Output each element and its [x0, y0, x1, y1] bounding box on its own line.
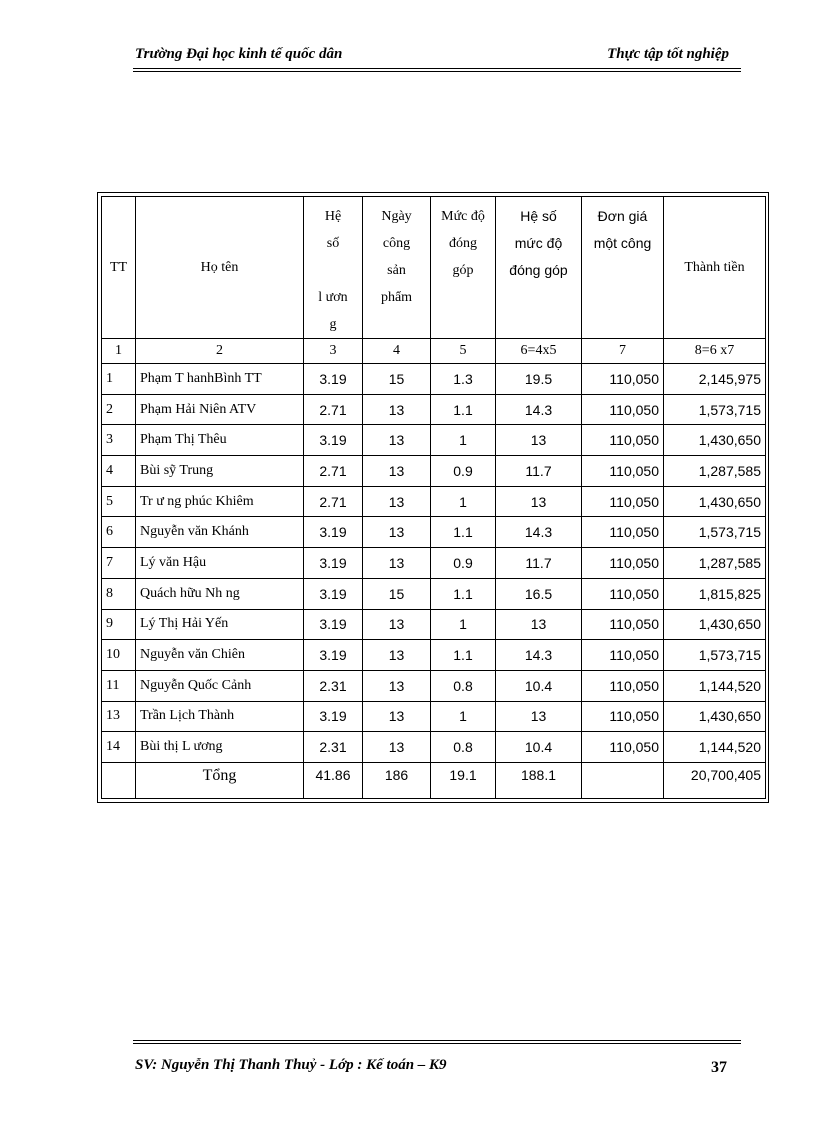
- salary-table: [101, 196, 766, 799]
- row-name: Trần Lịch Thành: [136, 701, 304, 732]
- table-row: [102, 486, 766, 517]
- index-cell: 7: [582, 339, 664, 364]
- row-tt: 9: [102, 609, 136, 640]
- row-thanhtien: 1,144,520: [664, 670, 766, 701]
- row-heso: 3.19: [304, 548, 363, 579]
- row-hesomuc: 19.5: [496, 364, 582, 395]
- total-heso: 41.86: [304, 763, 363, 799]
- row-dongia: 110,050: [582, 456, 664, 487]
- row-mucdo: 0.9: [431, 456, 496, 487]
- table-row: [102, 394, 766, 425]
- row-mucdo: 1: [431, 701, 496, 732]
- footer-student: SV: Nguyễn Thị Thanh Thuỷ - Lớp : Kế toán – K9: [135, 1057, 447, 1073]
- header-rule-2: [133, 71, 741, 72]
- row-ngay: 13: [363, 517, 431, 548]
- row-thanhtien: 1,287,585: [664, 548, 766, 579]
- col-header-ngay: Ngày công sản phẩm: [363, 197, 431, 339]
- footer-rule: [133, 1040, 741, 1041]
- row-tt: 8: [102, 578, 136, 609]
- row-mucdo: 1: [431, 486, 496, 517]
- table-row: [102, 578, 766, 609]
- total-mucdo: 19.1: [431, 763, 496, 799]
- row-dongia: 110,050: [582, 548, 664, 579]
- table-row: [102, 548, 766, 579]
- row-name: Nguyễn văn Chiên: [136, 640, 304, 671]
- table-row: [102, 609, 766, 640]
- row-tt: 3: [102, 425, 136, 456]
- index-cell: 5: [431, 339, 496, 364]
- row-thanhtien: 1,430,650: [664, 425, 766, 456]
- row-ngay: 13: [363, 701, 431, 732]
- row-mucdo: 1.1: [431, 640, 496, 671]
- row-thanhtien: 1,144,520: [664, 732, 766, 763]
- index-cell: 4: [363, 339, 431, 364]
- row-dongia: 110,050: [582, 364, 664, 395]
- row-name: Lý Thị Hải Yến: [136, 609, 304, 640]
- row-name: Nguyễn văn Khánh: [136, 517, 304, 548]
- page-footer: [135, 1057, 735, 1079]
- row-tt: 7: [102, 548, 136, 579]
- col-header-dongia: Đơn giá một công: [582, 197, 664, 339]
- page-number: 37: [711, 1059, 727, 1076]
- index-cell: 6=4x5: [496, 339, 582, 364]
- table-row: [102, 640, 766, 671]
- row-dongia: 110,050: [582, 486, 664, 517]
- row-ngay: 13: [363, 548, 431, 579]
- row-ngay: 13: [363, 609, 431, 640]
- header-title: Thực tập tốt nghiệp: [607, 46, 729, 62]
- row-tt: 5: [102, 486, 136, 517]
- row-dongia: 110,050: [582, 578, 664, 609]
- row-dongia: 110,050: [582, 517, 664, 548]
- row-tt: 1: [102, 364, 136, 395]
- row-thanhtien: 2,145,975: [664, 364, 766, 395]
- row-thanhtien: 1,573,715: [664, 640, 766, 671]
- row-name: Phạm Thị Thêu: [136, 425, 304, 456]
- row-name: Quách hữu Nh ng: [136, 578, 304, 609]
- page-header: [135, 46, 741, 66]
- row-heso: 3.19: [304, 578, 363, 609]
- row-thanhtien: 1,287,585: [664, 456, 766, 487]
- row-heso: 2.31: [304, 670, 363, 701]
- row-dongia: 110,050: [582, 732, 664, 763]
- row-mucdo: 1: [431, 609, 496, 640]
- table-row: [102, 456, 766, 487]
- row-ngay: 15: [363, 578, 431, 609]
- row-dongia: 110,050: [582, 609, 664, 640]
- index-cell: 1: [102, 339, 136, 364]
- table-row: [102, 670, 766, 701]
- row-hesomuc: 11.7: [496, 456, 582, 487]
- row-tt: 6: [102, 517, 136, 548]
- row-mucdo: 0.8: [431, 670, 496, 701]
- total-tt: [102, 763, 136, 799]
- row-mucdo: 0.9: [431, 548, 496, 579]
- row-name: Phạm Hải Niên ATV: [136, 394, 304, 425]
- row-ngay: 15: [363, 364, 431, 395]
- row-thanhtien: 1,430,650: [664, 609, 766, 640]
- row-tt: 2: [102, 394, 136, 425]
- row-ngay: 13: [363, 456, 431, 487]
- footer-rule-2: [133, 1043, 741, 1044]
- table-row: [102, 425, 766, 456]
- row-name: Bùi sỹ Trung: [136, 456, 304, 487]
- col-header-name: Họ tên: [136, 197, 304, 339]
- total-row: [102, 763, 766, 799]
- row-mucdo: 1.1: [431, 517, 496, 548]
- row-thanhtien: 1,815,825: [664, 578, 766, 609]
- table-row: [102, 517, 766, 548]
- row-hesomuc: 13: [496, 609, 582, 640]
- row-hesomuc: 13: [496, 701, 582, 732]
- row-thanhtien: 1,430,650: [664, 701, 766, 732]
- table-row: [102, 701, 766, 732]
- row-dongia: 110,050: [582, 701, 664, 732]
- row-heso: 3.19: [304, 517, 363, 548]
- col-header-tt: TT: [102, 197, 136, 339]
- header-school: Trường Đại học kinh tế quốc dân: [135, 46, 343, 62]
- row-heso: 3.19: [304, 609, 363, 640]
- col-header-thanhtien: Thành tiền: [664, 197, 766, 339]
- col-header-heso: Hệ số l ươn g: [304, 197, 363, 339]
- table-row: [102, 732, 766, 763]
- total-ngay: 186: [363, 763, 431, 799]
- row-mucdo: 1.1: [431, 394, 496, 425]
- row-tt: 14: [102, 732, 136, 763]
- row-heso: 2.71: [304, 394, 363, 425]
- row-heso: 3.19: [304, 640, 363, 671]
- row-hesomuc: 10.4: [496, 732, 582, 763]
- row-name: Nguyễn Quốc Cảnh: [136, 670, 304, 701]
- row-hesomuc: 16.5: [496, 578, 582, 609]
- row-heso: 3.19: [304, 701, 363, 732]
- row-ngay: 13: [363, 640, 431, 671]
- row-name: Tr ư ng phúc Khiêm: [136, 486, 304, 517]
- row-hesomuc: 10.4: [496, 670, 582, 701]
- row-name: Phạm T hanhBình TT: [136, 364, 304, 395]
- total-hesomuc: 188.1: [496, 763, 582, 799]
- row-hesomuc: 14.3: [496, 517, 582, 548]
- total-label: Tổng: [136, 763, 304, 799]
- total-dongia: [582, 763, 664, 799]
- index-row: [102, 339, 766, 364]
- row-heso: 2.71: [304, 456, 363, 487]
- row-mucdo: 1.3: [431, 364, 496, 395]
- header-rule: [133, 68, 741, 69]
- salary-table-frame: [97, 192, 769, 803]
- table-row: [102, 364, 766, 395]
- col-header-hesomuc: Hệ số mức độ đóng góp: [496, 197, 582, 339]
- row-heso: 2.31: [304, 732, 363, 763]
- row-heso: 3.19: [304, 364, 363, 395]
- col-header-mucdo: Mức độ đóng góp: [431, 197, 496, 339]
- row-dongia: 110,050: [582, 425, 664, 456]
- row-hesomuc: 13: [496, 425, 582, 456]
- row-name: Lý văn Hậu: [136, 548, 304, 579]
- index-cell: 3: [304, 339, 363, 364]
- row-tt: 13: [102, 701, 136, 732]
- index-cell: 2: [136, 339, 304, 364]
- row-ngay: 13: [363, 670, 431, 701]
- row-thanhtien: 1,430,650: [664, 486, 766, 517]
- row-ngay: 13: [363, 486, 431, 517]
- row-ngay: 13: [363, 394, 431, 425]
- row-tt: 11: [102, 670, 136, 701]
- row-heso: 2.71: [304, 486, 363, 517]
- row-hesomuc: 14.3: [496, 640, 582, 671]
- row-hesomuc: 13: [496, 486, 582, 517]
- row-heso: 3.19: [304, 425, 363, 456]
- row-dongia: 110,050: [582, 394, 664, 425]
- row-ngay: 13: [363, 732, 431, 763]
- row-tt: 10: [102, 640, 136, 671]
- row-hesomuc: 14.3: [496, 394, 582, 425]
- total-thanhtien: 20,700,405: [664, 763, 766, 799]
- row-mucdo: 1.1: [431, 578, 496, 609]
- row-mucdo: 1: [431, 425, 496, 456]
- row-ngay: 13: [363, 425, 431, 456]
- row-name: Bùi thị L ương: [136, 732, 304, 763]
- row-dongia: 110,050: [582, 670, 664, 701]
- index-cell: 8=6 x7: [664, 339, 766, 364]
- row-hesomuc: 11.7: [496, 548, 582, 579]
- row-thanhtien: 1,573,715: [664, 394, 766, 425]
- row-dongia: 110,050: [582, 640, 664, 671]
- row-thanhtien: 1,573,715: [664, 517, 766, 548]
- row-mucdo: 0.8: [431, 732, 496, 763]
- row-tt: 4: [102, 456, 136, 487]
